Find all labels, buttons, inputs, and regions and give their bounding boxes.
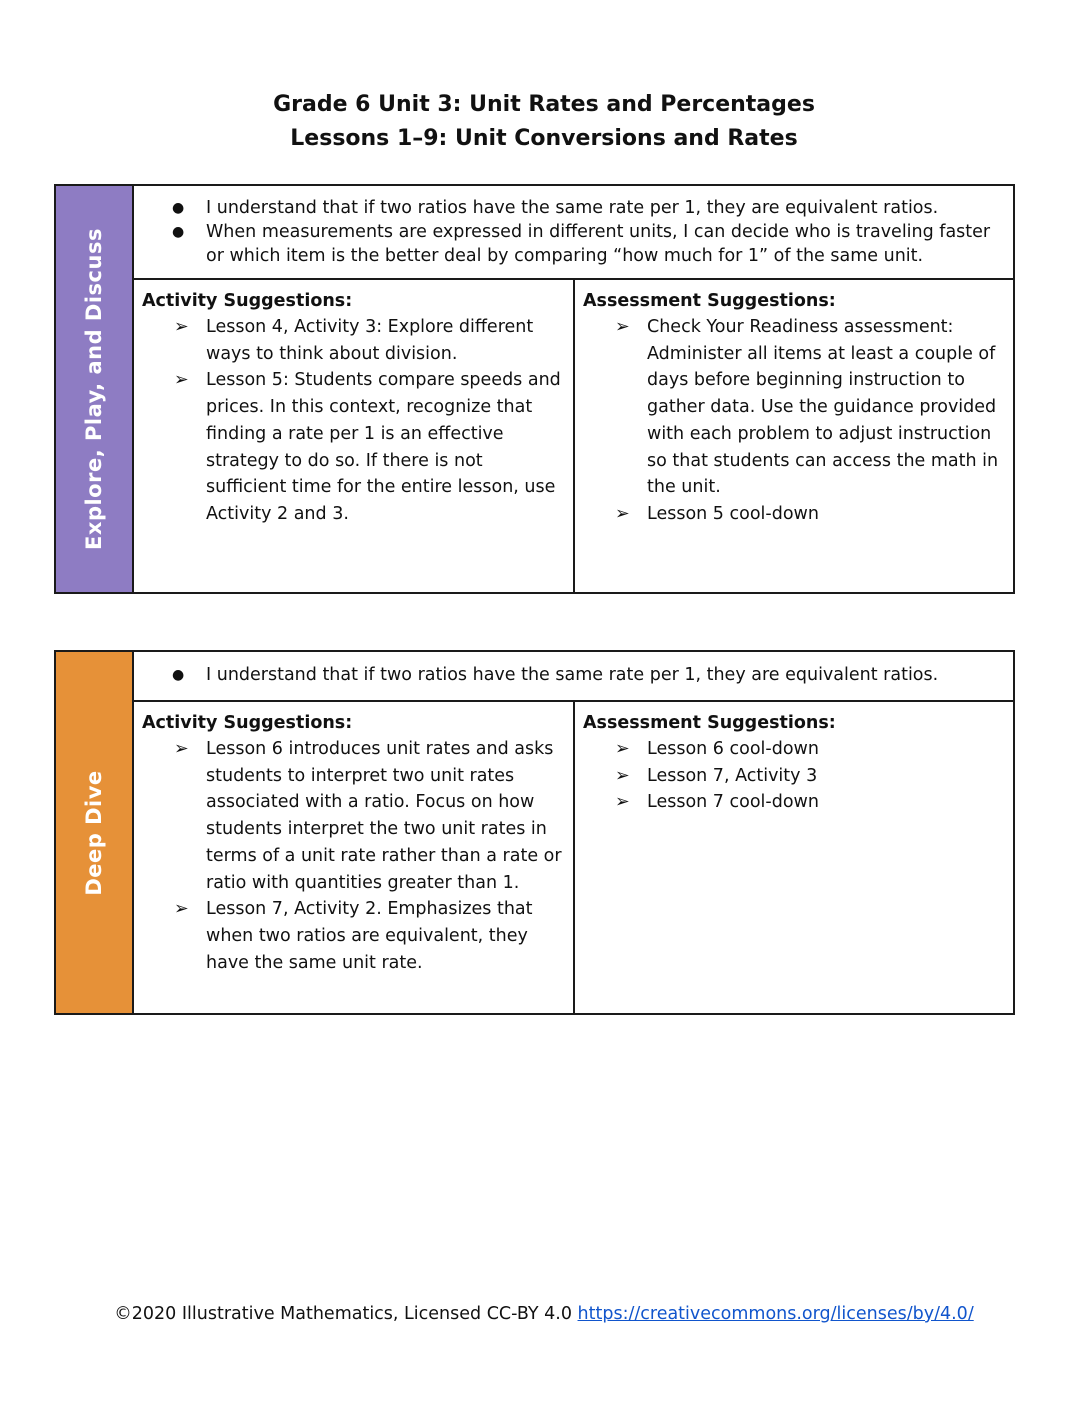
arrow-icon: ➢ <box>615 792 630 813</box>
side-band-explore <box>56 186 134 592</box>
arrow-icon: ➢ <box>174 739 189 759</box>
assessment-text: Lesson 5 cool-down <box>647 503 819 524</box>
assessment-item <box>583 789 1005 816</box>
assessment-heading: Assessment Suggestions: <box>583 291 836 311</box>
side-band-deep-dive <box>56 652 134 1013</box>
assessment-heading: Assessment Suggestions: <box>583 713 836 733</box>
goal-item <box>172 663 1003 687</box>
bullet-icon: ● <box>172 667 185 683</box>
activity-heading: Activity Suggestions: <box>142 291 353 311</box>
copyright-text: ©2020 Illustrative Mathematics, Licensed CC-BY 4.0 <box>114 1304 578 1324</box>
goal-item <box>172 220 1003 268</box>
arrow-icon: ➢ <box>615 317 630 337</box>
suggestions-row <box>134 702 1013 1013</box>
assessment-suggestions <box>575 702 1013 1013</box>
activity-text: Lesson 7, Activity 2. Emphasizes that when two ratios are equivalent, they have the same unit rate. <box>206 899 533 973</box>
activity-text: Lesson 5: Students compare speeds and prices. In this context, recognize that finding a rate per 1 is an effective strategy to do so. If there is not sufficient time for the entire lesson, use Activity 2 and 3. <box>206 370 561 524</box>
assessment-text: Check Your Readiness assessment: Administer all items at least a couple of days before beginning instruction to gather data. Use the guidance provided with each problem to adjust instruction so that students can access the math in the unit. <box>647 317 999 498</box>
footer <box>0 1304 1088 1324</box>
panel-body <box>134 652 1013 1013</box>
arrow-icon: ➢ <box>615 739 630 759</box>
assessment-suggestions <box>575 280 1013 592</box>
learning-goals <box>134 186 1013 280</box>
activity-text: Lesson 4, Activity 3: Explore different ways to think about division. <box>206 317 534 364</box>
bullet-icon: ● <box>172 200 185 216</box>
suggestions-row <box>134 280 1013 592</box>
title-line-1: Grade 6 Unit 3: Unit Rates and Percentages <box>273 92 815 117</box>
activity-item <box>142 736 565 896</box>
activity-item <box>142 367 565 527</box>
assessment-item <box>583 314 1005 501</box>
goal-text: I understand that if two ratios have the same rate per 1, they are equivalent ratios. <box>206 198 939 218</box>
assessment-item <box>583 501 1005 528</box>
assessment-text: Lesson 7, Activity 3 <box>647 765 818 786</box>
goal-item <box>172 196 1003 220</box>
activity-heading: Activity Suggestions: <box>142 713 353 733</box>
assessment-item <box>583 763 1005 790</box>
side-label-explore: Explore, Play, and Discuss <box>82 228 106 550</box>
bullet-icon: ● <box>172 224 185 240</box>
activity-item <box>142 896 565 976</box>
activity-suggestions <box>134 702 575 1013</box>
goal-text: When measurements are expressed in different units, I can decide who is traveling faster or which item is the better deal by comparing “how much for 1” of the same unit. <box>206 222 991 266</box>
assessment-text: Lesson 7 cool-down <box>647 792 819 813</box>
side-label-deep-dive: Deep Dive <box>82 769 106 896</box>
arrow-icon: ➢ <box>174 899 189 920</box>
panel-body <box>134 186 1013 592</box>
activity-suggestions <box>134 280 575 592</box>
learning-goals <box>134 652 1013 702</box>
goal-text: I understand that if two ratios have the same rate per 1, they are equivalent ratios. <box>206 665 939 685</box>
license-link[interactable]: https://creativecommons.org/licenses/by/4.0/ <box>577 1304 974 1324</box>
assessment-text: Lesson 6 cool-down <box>647 739 819 759</box>
activity-text: Lesson 6 introduces unit rates and asks students to interpret two unit rates associated with a ratio. Focus on how students interpret the two unit rates in terms of a unit rate rather than a rate or ratio with quantities greater than 1. <box>206 739 562 893</box>
page-title <box>0 88 1088 156</box>
explore-play-discuss-panel <box>54 184 1015 594</box>
arrow-icon: ➢ <box>174 370 189 391</box>
title-line-2: Lessons 1–9: Unit Conversions and Rates <box>290 126 798 151</box>
arrow-icon: ➢ <box>615 503 630 524</box>
activity-item <box>142 314 565 367</box>
arrow-icon: ➢ <box>174 317 189 337</box>
deep-dive-panel <box>54 650 1015 1015</box>
assessment-item <box>583 736 1005 763</box>
arrow-icon: ➢ <box>615 765 630 786</box>
